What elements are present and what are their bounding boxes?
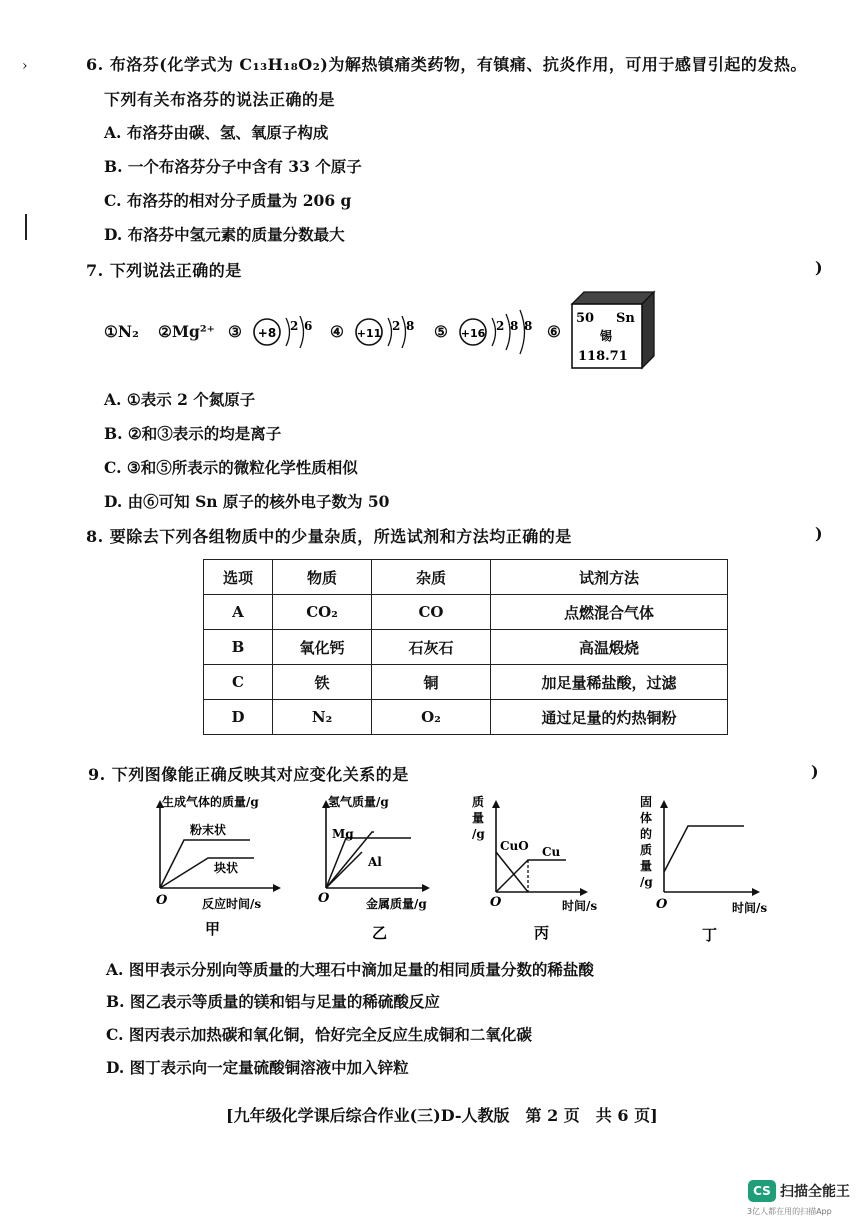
atom-structure-16 xyxy=(456,300,546,362)
graph-yi xyxy=(316,792,456,942)
cell: 石灰石 xyxy=(372,630,491,665)
svg-text:锡: 锡 xyxy=(600,329,613,343)
svg-text:体: 体 xyxy=(640,811,653,825)
header-method: 试剂方法 xyxy=(491,560,728,595)
cell: C xyxy=(204,665,273,700)
svg-text:Cu: Cu xyxy=(542,845,561,859)
svg-text:Mg: Mg xyxy=(332,827,354,841)
cell: 铁 xyxy=(273,665,372,700)
graph-bing xyxy=(470,792,610,942)
item2-mg-ion: ②Mg²⁺ xyxy=(158,322,215,341)
tin-element-cell xyxy=(570,290,660,372)
svg-text:金属质量/g: 金属质量/g xyxy=(366,897,427,911)
svg-text:50: 50 xyxy=(576,311,595,326)
q9-answer-paren: ) xyxy=(811,762,819,781)
svg-text:8: 8 xyxy=(524,319,533,333)
q7-answer-paren: ) xyxy=(815,258,823,277)
q7-option-a: A. ①表示 2 个氮原子 xyxy=(104,390,256,409)
svg-text:时间/s: 时间/s xyxy=(732,901,768,915)
atom-structure-8 xyxy=(250,308,320,358)
cell: CO xyxy=(372,595,491,630)
svg-text:2: 2 xyxy=(496,319,505,333)
q7-option-c: C. ③和⑤所表示的微粒化学性质相似 xyxy=(104,458,358,477)
q6-option-d: D. 布洛芬中氢元素的质量分数最大 xyxy=(104,225,345,244)
svg-text:+16: +16 xyxy=(460,327,486,340)
svg-text:Al: Al xyxy=(368,855,382,869)
svg-text:O: O xyxy=(490,895,502,910)
svg-text:的: 的 xyxy=(640,827,653,841)
svg-text:+11: +11 xyxy=(356,327,382,340)
q9-stem: 9. 下列图像能正确反映其对应变化关系的是 xyxy=(88,765,409,784)
atom-structure-11 xyxy=(352,308,426,358)
svg-text:量: 量 xyxy=(472,811,485,825)
svg-text:/g: /g xyxy=(640,875,653,889)
cell: 高温煅烧 xyxy=(491,630,728,665)
cell: B xyxy=(204,630,273,665)
svg-text:氢气质量/g: 氢气质量/g xyxy=(328,795,389,809)
svg-text:/g: /g xyxy=(472,827,485,841)
cell: A xyxy=(204,595,273,630)
q6-line2: 下列有关布洛芬的说法正确的是 xyxy=(104,90,336,109)
cell: CO₂ xyxy=(273,595,372,630)
nucleus-label: +8 xyxy=(257,326,277,340)
cell: 铜 xyxy=(372,665,491,700)
scanner-logo-icon: CS xyxy=(748,1180,776,1202)
svg-text:反应时间/s: 反应时间/s xyxy=(202,897,262,911)
svg-text:8: 8 xyxy=(406,319,415,333)
svg-text:6: 6 xyxy=(304,319,313,333)
header-option: 选项 xyxy=(204,560,273,595)
svg-text:8: 8 xyxy=(510,319,519,333)
svg-text:118.71: 118.71 xyxy=(578,349,628,364)
graph-jia xyxy=(150,792,310,942)
header-impurity: 杂质 xyxy=(372,560,491,595)
table-row xyxy=(204,665,728,700)
graph-ding xyxy=(636,792,786,942)
q7-items xyxy=(104,300,664,380)
scanner-name: 扫描全能王 xyxy=(780,1184,850,1200)
page-footer: [九年级化学课后综合作业(三)D-人教版 第 2 页 共 6 页] xyxy=(226,1106,658,1125)
table-row xyxy=(204,700,728,735)
table-row xyxy=(204,595,728,630)
item4-label: ④ xyxy=(330,322,344,341)
cell: O₂ xyxy=(372,700,491,735)
q7-stem: 7. 下列说法正确的是 xyxy=(86,261,242,280)
q9-option-c: C. 图丙表示加热碳和氧化铜，恰好完全反应生成铜和二氧化碳 xyxy=(106,1025,532,1044)
q9-option-d: D. 图丁表示向一定量硫酸铜溶液中加入锌粒 xyxy=(106,1058,409,1077)
q7-option-d: D. 由⑥可知 Sn 原子的核外电子数为 50 xyxy=(104,492,390,511)
svg-text:丁: 丁 xyxy=(702,926,718,942)
svg-text:甲: 甲 xyxy=(205,920,221,938)
svg-text:质: 质 xyxy=(472,795,485,809)
margin-line xyxy=(25,214,27,240)
q8-answer-paren: ) xyxy=(815,524,823,543)
svg-text:CuO: CuO xyxy=(500,839,529,853)
svg-text:Sn: Sn xyxy=(616,311,635,326)
q8-stem: 8. 要除去下列各组物质中的少量杂质，所选试剂和方法均正确的是 xyxy=(86,527,572,546)
svg-text:生成气体的质量/g: 生成气体的质量/g xyxy=(162,795,259,809)
q7-option-b: B. ②和③表示的均是离子 xyxy=(104,424,282,443)
item1-n2: ①N₂ xyxy=(104,322,139,341)
svg-text:O: O xyxy=(156,893,168,908)
impurity-table xyxy=(203,559,728,735)
margin-mark: › xyxy=(22,58,28,74)
svg-text:块状: 块状 xyxy=(214,861,239,875)
svg-text:质: 质 xyxy=(640,843,653,857)
svg-text:固: 固 xyxy=(640,795,653,809)
svg-text:2: 2 xyxy=(392,319,401,333)
svg-text:乙: 乙 xyxy=(372,924,388,942)
cell: 氧化钙 xyxy=(273,630,372,665)
svg-text:O: O xyxy=(656,897,668,912)
item6-label: ⑥ xyxy=(547,322,561,341)
cell: D xyxy=(204,700,273,735)
q6-option-a: A. 布洛芬由碳、氢、氧原子构成 xyxy=(104,123,329,142)
q6-option-b: B. 一个布洛芬分子中含有 33 个原子 xyxy=(104,157,362,176)
q6-option-c: C. 布洛芬的相对分子质量为 206 g xyxy=(104,191,352,210)
cell: N₂ xyxy=(273,700,372,735)
table-row xyxy=(204,630,728,665)
cell: 点燃混合气体 xyxy=(491,595,728,630)
cell: 通过足量的灼热铜粉 xyxy=(491,700,728,735)
svg-text:O: O xyxy=(318,891,330,906)
svg-text:粉末状: 粉末状 xyxy=(190,823,227,837)
svg-text:2: 2 xyxy=(290,319,299,333)
item3-label: ③ xyxy=(228,322,242,341)
svg-text:丙: 丙 xyxy=(534,924,550,942)
svg-text:时间/s: 时间/s xyxy=(562,899,598,913)
q6-line1: 6. 布洛芬(化学式为 C₁₃H₁₈O₂)为解热镇痛类药物，有镇痛、抗炎作用，可用于感冒引起的发热。 xyxy=(86,55,807,74)
header-substance: 物质 xyxy=(273,560,372,595)
item5-label: ⑤ xyxy=(434,322,448,341)
q9-option-b: B. 图乙表示等质量的镁和铝与足量的稀硫酸反应 xyxy=(106,992,440,1011)
table-header-row xyxy=(204,560,728,595)
svg-text:量: 量 xyxy=(640,859,653,873)
scanner-tagline: 3亿人都在用的扫描App xyxy=(747,1207,832,1216)
q9-option-a: A. 图甲表示分别向等质量的大理石中滴加足量的相同质量分数的稀盐酸 xyxy=(106,960,594,979)
cell: 加足量稀盐酸，过滤 xyxy=(491,665,728,700)
